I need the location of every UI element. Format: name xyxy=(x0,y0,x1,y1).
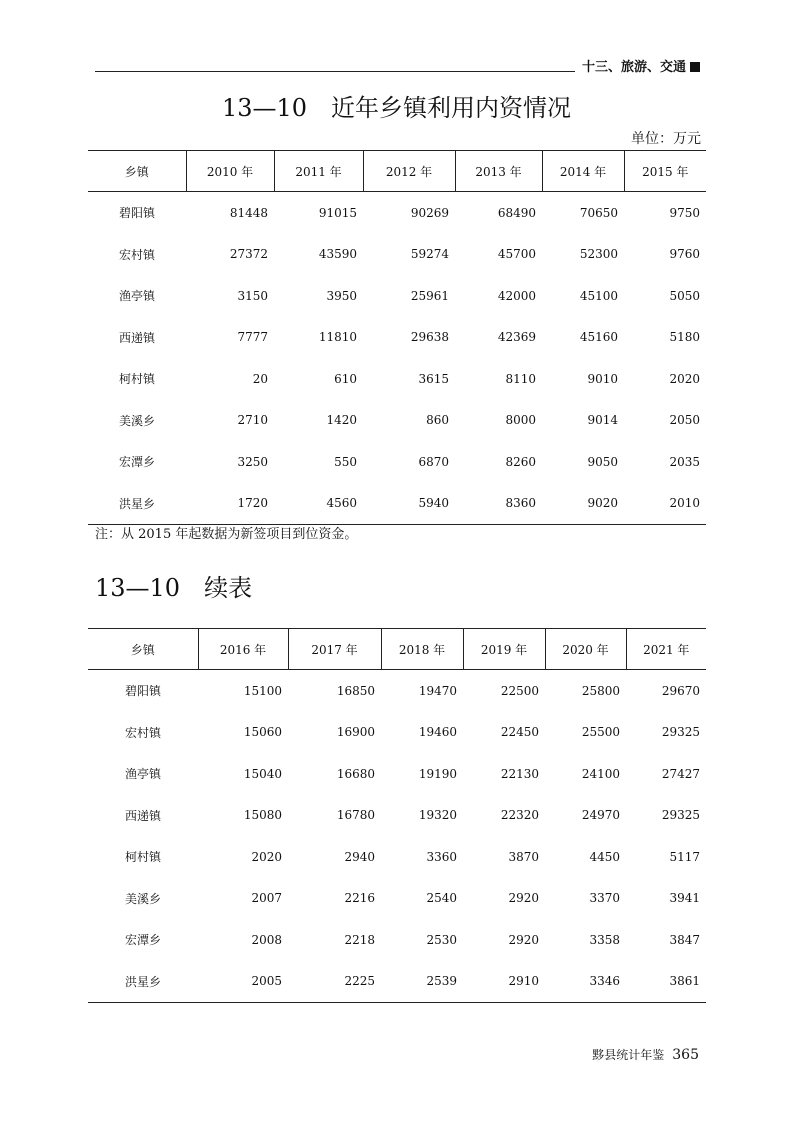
township-name-cell: 西递镇 xyxy=(118,330,155,345)
column-header-year: 2021 年 xyxy=(626,629,706,670)
township-name-cell: 柯村镇 xyxy=(124,850,161,865)
value-cell: 19190 xyxy=(418,766,457,781)
column-header-year: 2014 年 xyxy=(542,151,624,192)
table-row xyxy=(88,275,706,317)
value-cell: 29325 xyxy=(661,808,700,823)
township-name-cell: 柯村镇 xyxy=(118,372,155,387)
value-cell: 29325 xyxy=(661,725,700,740)
value-cell: 2010 xyxy=(624,483,706,525)
value-cell: 3847 xyxy=(669,932,700,947)
unit-label: 单位：万元 xyxy=(631,131,701,147)
value-cell: 22500 xyxy=(500,683,539,698)
value-cell: 3941 xyxy=(669,891,700,906)
township-name-cell: 宏潭乡 xyxy=(124,933,161,948)
value-cell: 2539 xyxy=(381,961,463,1003)
value-cell: 16680 xyxy=(336,766,375,781)
page-title: 13—10 近年乡镇利用内资情况 xyxy=(221,94,572,122)
value-cell: 6870 xyxy=(418,454,449,469)
value-cell: 2035 xyxy=(669,454,700,469)
book-title: 黟县统计年鉴 xyxy=(592,1048,665,1062)
value-cell: 3360 xyxy=(426,849,457,864)
township-name-cell: 碧阳镇 xyxy=(118,206,155,221)
value-cell: 9010 xyxy=(587,371,618,386)
value-cell: 2008 xyxy=(251,932,282,947)
square-bullet-icon xyxy=(690,62,700,72)
value-cell: 5117 xyxy=(669,849,700,864)
value-cell: 4450 xyxy=(589,849,620,864)
value-cell: 22130 xyxy=(500,766,539,781)
value-cell: 2540 xyxy=(426,891,457,906)
value-cell: 42000 xyxy=(497,288,536,303)
value-cell: 1720 xyxy=(186,483,274,525)
value-cell: 16780 xyxy=(336,808,375,823)
page-footer xyxy=(592,1046,699,1064)
value-cell: 68490 xyxy=(497,205,536,220)
value-cell: 550 xyxy=(334,454,357,469)
value-cell: 45160 xyxy=(579,330,618,345)
township-name-cell: 宏潭乡 xyxy=(118,455,155,470)
value-cell: 16900 xyxy=(336,725,375,740)
value-cell: 8000 xyxy=(505,413,536,428)
table-row xyxy=(88,670,706,712)
value-cell: 860 xyxy=(426,413,449,428)
table-row xyxy=(88,441,706,483)
value-cell: 1420 xyxy=(326,413,357,428)
table-row xyxy=(88,192,706,234)
column-header-year: 2015 年 xyxy=(624,151,706,192)
value-cell: 2710 xyxy=(237,413,268,428)
value-cell: 15040 xyxy=(243,766,282,781)
value-cell: 2216 xyxy=(344,891,375,906)
section-header xyxy=(582,58,700,78)
value-cell: 2007 xyxy=(251,891,282,906)
value-cell: 2020 xyxy=(251,849,282,864)
column-header-year: 2019 年 xyxy=(463,629,545,670)
value-cell: 3358 xyxy=(589,932,620,947)
value-cell: 24970 xyxy=(581,808,620,823)
value-cell: 9020 xyxy=(542,483,624,525)
value-cell: 90269 xyxy=(410,205,449,220)
value-cell: 8260 xyxy=(505,454,536,469)
value-cell: 29670 xyxy=(661,683,700,698)
table-header-row xyxy=(88,629,706,670)
table-row xyxy=(88,795,706,837)
value-cell: 19460 xyxy=(418,725,457,740)
value-cell: 2218 xyxy=(344,932,375,947)
value-cell: 15060 xyxy=(243,725,282,740)
column-header-year: 2018 年 xyxy=(381,629,463,670)
value-cell: 2920 xyxy=(508,891,539,906)
table-row xyxy=(88,919,706,961)
column-header-year: 2020 年 xyxy=(545,629,626,670)
table-row xyxy=(88,358,706,400)
column-header-year: 2013 年 xyxy=(455,151,542,192)
section-title: 十三、旅游、交通 xyxy=(582,60,687,75)
township-name-cell: 西递镇 xyxy=(124,808,161,823)
township-name-cell: 美溪乡 xyxy=(124,891,161,906)
column-header-year: 2011 年 xyxy=(274,151,363,192)
value-cell: 3870 xyxy=(508,849,539,864)
value-cell: 45100 xyxy=(579,288,618,303)
value-cell: 22450 xyxy=(500,725,539,740)
township-name-cell: 宏村镇 xyxy=(118,247,155,262)
value-cell: 3615 xyxy=(418,371,449,386)
table-header-row xyxy=(88,151,706,192)
value-cell: 42369 xyxy=(497,330,536,345)
value-cell: 2530 xyxy=(426,932,457,947)
value-cell: 15080 xyxy=(243,808,282,823)
value-cell: 11810 xyxy=(318,330,357,345)
value-cell: 3150 xyxy=(237,288,268,303)
table-row xyxy=(88,483,706,525)
value-cell: 5940 xyxy=(363,483,455,525)
column-header-year: 2012 年 xyxy=(363,151,455,192)
column-header-year: 2017 年 xyxy=(288,629,381,670)
value-cell: 9050 xyxy=(587,454,618,469)
value-cell: 3250 xyxy=(237,454,268,469)
value-cell: 2940 xyxy=(344,849,375,864)
township-name-cell: 碧阳镇 xyxy=(124,684,161,699)
value-cell: 16850 xyxy=(336,683,375,698)
value-cell: 7777 xyxy=(237,330,268,345)
table-row xyxy=(88,961,706,1003)
value-cell: 43590 xyxy=(318,247,357,262)
table-row xyxy=(88,878,706,920)
value-cell: 25500 xyxy=(581,725,620,740)
column-header-year: 2010 年 xyxy=(186,151,274,192)
value-cell: 27372 xyxy=(229,247,268,262)
value-cell: 2005 xyxy=(198,961,288,1003)
township-name-cell: 渔亭镇 xyxy=(124,767,161,782)
value-cell: 5050 xyxy=(669,288,700,303)
value-cell: 29638 xyxy=(410,330,449,345)
value-cell: 45700 xyxy=(497,247,536,262)
investment-table-2016-2021 xyxy=(88,628,706,1003)
column-header-year: 2016 年 xyxy=(198,629,288,670)
value-cell: 5180 xyxy=(669,330,700,345)
value-cell: 25800 xyxy=(581,683,620,698)
table-row xyxy=(88,753,706,795)
value-cell: 3950 xyxy=(326,288,357,303)
township-name-cell: 渔亭镇 xyxy=(118,289,155,304)
value-cell: 8110 xyxy=(505,371,536,386)
value-cell: 3370 xyxy=(589,891,620,906)
table-row xyxy=(88,234,706,276)
value-cell: 610 xyxy=(334,371,357,386)
value-cell: 27427 xyxy=(661,766,700,781)
township-name-cell: 洪星乡 xyxy=(88,961,198,1003)
table-row xyxy=(88,712,706,754)
value-cell: 2910 xyxy=(463,961,545,1003)
value-cell: 3861 xyxy=(626,961,706,1003)
table-row xyxy=(88,317,706,359)
value-cell: 81448 xyxy=(229,205,268,220)
value-cell: 22320 xyxy=(500,808,539,823)
table-note: 注：从 2015 年起数据为新签项目到位资金。 xyxy=(95,527,358,542)
value-cell: 52300 xyxy=(579,247,618,262)
value-cell: 15100 xyxy=(243,683,282,698)
value-cell: 91015 xyxy=(318,205,357,220)
value-cell: 9760 xyxy=(669,247,700,262)
investment-table-2010-2015 xyxy=(88,150,706,525)
value-cell: 9014 xyxy=(587,413,618,428)
value-cell: 2920 xyxy=(508,932,539,947)
township-name-cell: 洪星乡 xyxy=(88,483,186,525)
value-cell: 2225 xyxy=(288,961,381,1003)
township-name-cell: 美溪乡 xyxy=(118,413,155,428)
value-cell: 19470 xyxy=(418,683,457,698)
header-rule xyxy=(95,71,575,72)
page-number: 365 xyxy=(672,1047,699,1063)
value-cell: 9750 xyxy=(669,205,700,220)
table-row xyxy=(88,836,706,878)
table-row xyxy=(88,400,706,442)
value-cell: 3346 xyxy=(545,961,626,1003)
township-name-cell: 宏村镇 xyxy=(124,725,161,740)
value-cell: 2050 xyxy=(669,413,700,428)
value-cell: 20 xyxy=(252,371,268,386)
continued-table-title: 13—10 续表 xyxy=(95,574,253,602)
value-cell: 25961 xyxy=(410,288,449,303)
value-cell: 59274 xyxy=(410,247,449,262)
column-header-township: 乡镇 xyxy=(88,151,186,192)
value-cell: 4560 xyxy=(274,483,363,525)
value-cell: 8360 xyxy=(455,483,542,525)
value-cell: 70650 xyxy=(579,205,618,220)
value-cell: 24100 xyxy=(581,766,620,781)
column-header-township: 乡镇 xyxy=(88,629,198,670)
value-cell: 19320 xyxy=(418,808,457,823)
value-cell: 2020 xyxy=(669,371,700,386)
